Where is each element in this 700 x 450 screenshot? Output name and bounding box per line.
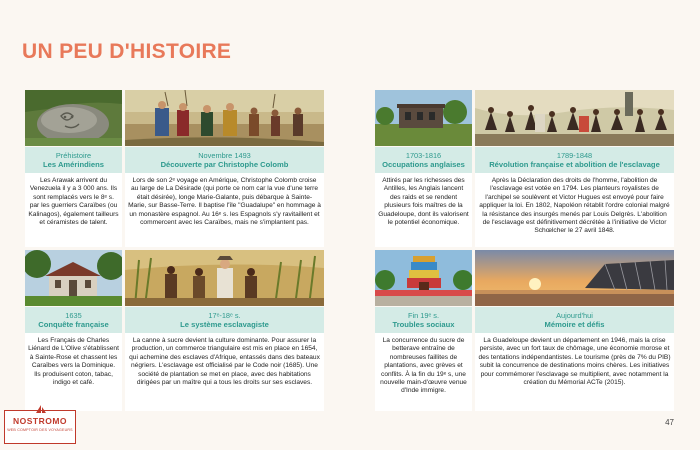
- card-period: Aujourd'hui: [556, 311, 593, 320]
- card-period: Fin 19ᵉ s.: [407, 311, 440, 320]
- card-period: Préhistoire: [55, 151, 92, 160]
- columbus-painting: [125, 90, 324, 146]
- card-1493-caption: [125, 147, 324, 173]
- page-number: 47: [665, 418, 674, 427]
- colonial-house-photo: [25, 250, 122, 306]
- fort-ruins-photo: [375, 90, 472, 146]
- abolition-painting: [475, 90, 674, 146]
- card-text: Lors de son 2ᵉ voyage en Amérique, Christophe Colomb croise au large de La Désirade (qui porte ce nom car la vue d'une terre était désirée), longe Marie-Galante, puis débarque à Sainte-Marie, sur Basse-Terre. Il baptise l'île "Guadalupe" en hommage à un monastère espagnol. Au 16ᵉ s. les Espagnols s'y ravitaillent et commercent avec les Caraïbes, mais ne s'implantent pas.: [125, 173, 324, 247]
- hindu-temple-photo: [375, 250, 472, 306]
- sailboat-icon: [35, 405, 47, 415]
- card-text: Après la Déclaration des droits de l'homme, l'abolition de l'esclavage est votée en 1794. Les planteurs royalistes de l'archipel se soulèvent et Victor Hugues est envoyé pour faire appliquer la loi. En 1802, Napoléon rétablit l'ordre colonial malgré la résistance des insurgés menés par Louis Delgrès. L'abolition de l'esclavage est définitivement décrétée à l'initiative de Victor Schœlcher le 27 avril 1848.: [475, 173, 674, 247]
- card-heading: Occupations anglaises: [382, 160, 465, 169]
- card-text: Les Français de Charles Liénard de L'Olive s'établissent à Sainte-Rose et chassent les Caraïbes vers la Dominique. Ils produisent coton, tabac, indigo et café.: [25, 333, 122, 411]
- card-heading: Le système esclavagiste: [180, 320, 269, 329]
- card-heading: Les Amérindiens: [43, 160, 104, 169]
- card-1703-caption: [375, 147, 472, 173]
- card-heading: Mémoire et défis: [544, 320, 605, 329]
- card-fin19-caption: [375, 307, 472, 333]
- logo-name: NOSTROMO: [12, 416, 68, 426]
- card-heading: Révolution française et abolition de l'esclavage: [489, 160, 660, 169]
- card-period: 1789-1848: [556, 151, 593, 160]
- card-heading: Troubles sociaux: [392, 320, 455, 329]
- card-text: Attirés par les richesses des Antilles, les Anglais lancent des raids et se rendent plusieurs fois maîtres de la Guadeloupe, dont ils valorisent le potentiel économique.: [375, 173, 472, 247]
- card-text: Les Arawak arrivent du Venezuela il y a 3 000 ans. Ils sont remplacés vers le 8ᵉ s. par les guerriers Caraïbes (ou Kalinagos), également tailleurs et céramistes de talent.: [25, 173, 122, 247]
- card-text: La Guadeloupe devient un département en 1946, mais la crise persiste, avec un fort taux de chômage, une économie morose et des tentations indépendantistes. Le tourisme (près de 7% du PIB) subit la concurrence de destinations moins chères. Les initiatives pour commémorer l'esclavage se multiplient, avec notamment la création du Mémorial ACTe (2015).: [475, 333, 674, 411]
- card-1789-caption: [475, 147, 674, 173]
- card-text: La canne à sucre devient la culture dominante. Pour assurer la production, un commerce triangulaire est mis en place en 1654, qui achemine des esclaves d'Afrique, entassés dans des bateaux négriers. L'esclavage est officialisé par le Code noir (1685). Une société de plantation se met en place, avec des habitations dirigées par un maître qui a tous les droits sur ses esclaves.: [125, 333, 324, 411]
- card-period: 1635: [65, 311, 82, 320]
- sugarcane-painting: [125, 250, 324, 306]
- memorial-acte-photo: [475, 250, 674, 306]
- card-period: 17ᵉ-18ᵉ s.: [208, 311, 241, 320]
- nostromo-logo: [4, 410, 76, 444]
- card-esclavage-caption: [125, 307, 324, 333]
- card-period: Novembre 1493: [198, 151, 251, 160]
- petroglyph-photo: [25, 90, 122, 146]
- card-text: La concurrence du sucre de betterave entraîne de nombreuses faillites de plantations, avec grèves et conflits. À la fin du 19ᵉ s, une nouvelle main-d'œuvre venue d'Inde immigre.: [375, 333, 472, 411]
- card-aujourdhui-caption: [475, 307, 674, 333]
- logo-tagline: WEB COMPTOIR DES VOYAGEURS: [7, 428, 73, 432]
- card-heading: Découverte par Christophe Colomb: [160, 160, 289, 169]
- card-1635-caption: [25, 307, 122, 333]
- card-period: 1703-1816: [405, 151, 442, 160]
- page-title: UN PEU D'HISTOIRE: [22, 40, 232, 63]
- card-heading: Conquête française: [38, 320, 109, 329]
- card-prehistoire-caption: [25, 147, 122, 173]
